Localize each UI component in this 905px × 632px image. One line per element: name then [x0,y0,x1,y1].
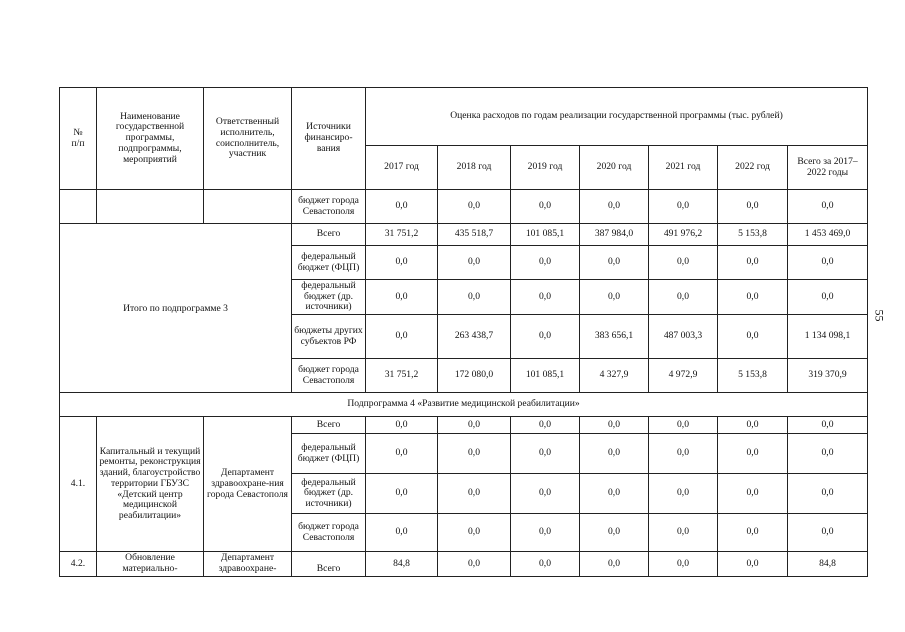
value-cell: 0,0 [366,417,438,434]
value-cell: 491 976,2 [649,224,718,246]
value-cell: 0,0 [788,474,868,514]
value-cell: 5 153,8 [718,224,788,246]
value-cell: 0,0 [718,434,788,474]
value-cell: 0,0 [438,552,511,576]
carry-row [60,190,868,224]
subprogram4-title: Подпрограмма 4 «Развитие медицинской реабилитации» [60,393,868,417]
value-cell: 0,0 [366,514,438,552]
source-cell: федеральный бюджет (ФЦП) [292,434,366,474]
source-cell: Всего [292,224,366,246]
source-cell: бюджет города Севастополя [292,514,366,552]
value-cell: 0,0 [511,280,580,315]
value-cell: 387 984,0 [580,224,649,246]
item41-row [60,417,868,434]
value-cell: 0,0 [718,315,788,359]
value-cell: 0,0 [649,514,718,552]
value-cell: 435 518,7 [438,224,511,246]
value-cell: 0,0 [438,417,511,434]
value-cell: 4 327,9 [580,359,649,393]
value-cell: 0,0 [580,417,649,434]
value-cell: 0,0 [580,474,649,514]
value-cell: 0,0 [649,246,718,280]
source-cell: бюджеты других субъектов РФ [292,315,366,359]
value-cell: 0,0 [511,190,580,224]
value-cell: 0,0 [580,280,649,315]
source-cell: федеральный бюджет (др. источники) [292,280,366,315]
item-number: 4.2. [60,552,97,576]
source-cell: бюджет города Севастополя [292,359,366,393]
value-cell: 0,0 [649,280,718,315]
value-cell: 101 085,1 [511,359,580,393]
value-cell: 172 080,0 [438,359,511,393]
value-cell: 5 153,8 [718,359,788,393]
header-num: № п/п [60,88,97,190]
value-cell: 263 438,7 [438,315,511,359]
value-cell: 4 972,9 [649,359,718,393]
value-cell: 31 751,2 [366,359,438,393]
num-cell [60,190,97,224]
value-cell: 0,0 [788,434,868,474]
source-cell: бюджет города Севастополя [292,190,366,224]
source-cell: Всего [292,552,366,576]
value-cell: 0,0 [649,434,718,474]
value-cell: 101 085,1 [511,224,580,246]
value-cell: 0,0 [718,552,788,576]
header-year: 2021 год [649,146,718,190]
value-cell: 0,0 [718,417,788,434]
header-estimate: Оценка расходов по годам реализации государственной программы (тыс. рублей) [366,88,868,146]
value-cell: 0,0 [788,280,868,315]
value-cell: 0,0 [366,315,438,359]
header-year: 2019 год [511,146,580,190]
value-cell: 0,0 [718,246,788,280]
item-name: Капитальный и текущий ремонты, реконструкция зданий, благоустройство территории ГБУЗС «Детский центр медицинской реабилитации» [97,417,204,552]
value-cell: 0,0 [788,246,868,280]
value-cell: 0,0 [580,190,649,224]
item42-row [60,552,868,576]
value-cell: 0,0 [438,514,511,552]
value-cell: 0,0 [649,190,718,224]
responsible-cell [204,190,292,224]
subprogram-title-row [60,393,868,417]
item-name: Обновление материально- [97,552,204,576]
header-year: 2020 год [580,146,649,190]
value-cell: 0,0 [649,552,718,576]
value-cell: 31 751,2 [366,224,438,246]
name-cell [97,190,204,224]
header-sources: Источники финансиро-вания [292,88,366,190]
value-cell: 0,0 [511,474,580,514]
value-cell: 383 656,1 [580,315,649,359]
value-cell: 0,0 [366,246,438,280]
value-cell: 0,0 [718,190,788,224]
value-cell: 0,0 [438,246,511,280]
value-cell: 0,0 [649,474,718,514]
budget-table [59,87,868,577]
value-cell: 0,0 [511,552,580,576]
value-cell: 0,0 [788,190,868,224]
value-cell: 0,0 [366,280,438,315]
value-cell: 0,0 [511,315,580,359]
header-year: 2022 год [718,146,788,190]
total3-label-cell: Итого по подпрограмме 3 [60,224,292,393]
value-cell: 0,0 [718,514,788,552]
header-row [60,88,868,146]
value-cell: 84,8 [366,552,438,576]
value-cell: 0,0 [718,280,788,315]
value-cell: 84,8 [788,552,868,576]
value-cell: 0,0 [511,246,580,280]
page-number: 55 [872,309,887,322]
header-year: Всего за 2017–2022 годы [788,146,868,190]
header-year: 2017 год [366,146,438,190]
source-cell: Всего [292,417,366,434]
value-cell: 0,0 [438,434,511,474]
value-cell: 0,0 [580,514,649,552]
value-cell: 0,0 [511,514,580,552]
header-year: 2018 год [438,146,511,190]
source-cell: федеральный бюджет (ФЦП) [292,246,366,280]
value-cell: 0,0 [788,514,868,552]
value-cell: 0,0 [366,474,438,514]
value-cell: 0,0 [366,190,438,224]
header-responsible: Ответственный исполнитель, соисполнитель, участник [204,88,292,190]
value-cell: 0,0 [511,417,580,434]
item-number: 4.1. [60,417,97,552]
value-cell: 319 370,9 [788,359,868,393]
value-cell: 1 134 098,1 [788,315,868,359]
value-cell: 0,0 [649,417,718,434]
value-cell: 0,0 [580,552,649,576]
source-cell: федеральный бюджет (др. источники) [292,474,366,514]
value-cell: 0,0 [718,474,788,514]
header-name: Наименование государственной программы, подпрограммы, мероприятий [97,88,204,190]
value-cell: 0,0 [788,417,868,434]
value-cell: 1 453 469,0 [788,224,868,246]
value-cell: 0,0 [438,474,511,514]
value-cell: 0,0 [438,190,511,224]
value-cell: 0,0 [580,434,649,474]
value-cell: 0,0 [511,434,580,474]
value-cell: 0,0 [580,246,649,280]
value-cell: 0,0 [366,434,438,474]
value-cell: 487 003,3 [649,315,718,359]
item-responsible: Департамент здравоохране-ния города Севастополя [204,417,292,552]
value-cell: 0,0 [438,280,511,315]
item-responsible: Департамент здравоохране- [204,552,292,576]
total3-row [60,224,868,246]
